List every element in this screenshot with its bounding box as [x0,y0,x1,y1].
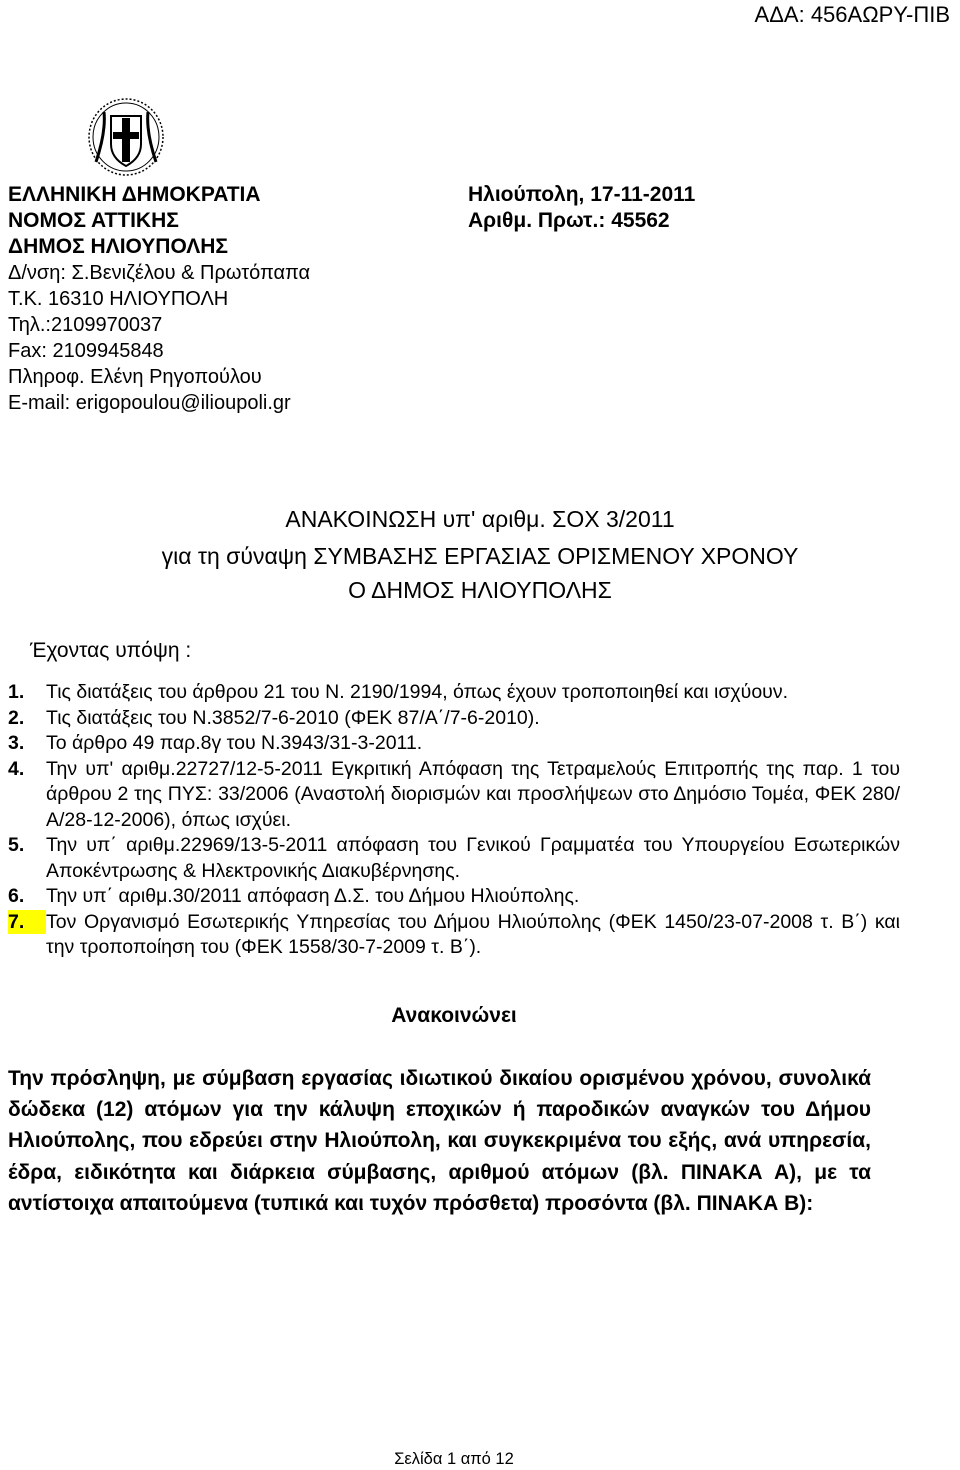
item-number-highlighted: 7. [8,910,46,934]
header-info: Πληροφ. Ελένη Ρηγοπούλου [8,366,262,388]
header-fax: Fax: 2109945848 [8,340,164,362]
place-date: Ηλιούπολη, 17-11-2011 [468,183,696,206]
item-text: Την υπ΄ αριθμ.30/2011 απόφαση Δ.Σ. του Δήμου Ηλιούπολης. [46,885,580,907]
greek-coat-of-arms-icon [86,92,166,178]
header-address: Δ/νση: Σ.Βενιζέλου & Πρωτόπαπα [8,262,311,284]
header-country: ΕΛΛΗΝΙΚΗ ΔΗΜΟΚΡΑΤΙΑ [8,183,261,206]
item-number: 4. [8,757,25,780]
page-footer: Σελίδα 1 από 12 [394,1450,514,1468]
item-number: 2. [8,706,25,729]
item-text: Την υπ΄ αριθμ.22969/13-5-2011 απόφαση του Γενικού Γραμματέα του Υπουργείου Εσωτερικών Αποκέντρωσης & Ηλεκτρονικής Διακυβέρνησης. [46,834,900,882]
title-line-3: Ο ΔΗΜΟΣ ΗΛΙΟΥΠΟΛΗΣ [348,577,612,603]
header-phone: Τηλ.:2109970037 [8,314,163,336]
ada-code: ΑΔΑ: 456ΑΩΡΥ-ΠΙΒ [754,2,950,27]
header-postal: Τ.Κ. 16310 ΗΛΙΟΥΠΟΛΗ [8,288,229,310]
item-number: 1. [8,681,25,703]
list-item [8,757,900,834]
considering-label: Έχοντας υπόψη : [30,639,192,662]
considering-list [8,680,900,961]
item-text: Τις διατάξεις του άρθρου 21 του Ν. 2190/1994, όπως έχουν τροποποιηθεί και ισχύουν. [46,681,788,703]
item-text: Την υπ' αριθμ.22727/12-5-2011 Εγκριτική Απόφαση της Τετραμελούς Επιτροπής της παρ. 1 του άρθρου 2 της ΠΥΣ: 33/2006 (Αναστολή διορισμών και προσλήψεων στο Δημόσιο Τομέα, ΦΕΚ 280/Α/28-12-2006), όπως ισχύει. [46,757,900,831]
item-text: Τις διατάξεις του Ν.3852/7-6-2010 (ΦΕΚ 87/Α΄/7-6-2010). [46,706,540,729]
item-text: Τον Οργανισμό Εσωτερικής Υπηρεσίας του Δήμου Ηλιούπολης (ΦΕΚ 1450/23-07-2008 τ. Β΄) και την τροποποίηση του (ΦΕΚ 1558/30-7-2009 τ. Β΄). [46,910,900,958]
list-item [8,731,900,757]
body-paragraph: Την πρόσληψη, με σύμβαση εργασίας ιδιωτικού δικαίου ορισμένου χρόνου, συνολικά δώδεκα (12) ατόμων για την κάλυψη εποχικών ή παροδικών αναγκών του Δήμου Ηλιούπολης, που εδρεύει στην Ηλιούπολη, και συγκεκριμένα του εξής, ανά υπηρεσία, έδρα, ειδικότητα και διάρκεια σύμβασης, αριθμού ατόμων (βλ. ΠΙΝΑΚΑ Α), με τα αντίστοιχα απαιτούμενα (τυπικά και τυχόν πρόσθετα) προσόντα (βλ. ΠΙΝΑΚΑ Β): [8,1067,871,1215]
item-text: Το άρθρο 49 παρ.8γ του Ν.3943/31-3-2011. [46,732,423,754]
list-item [8,680,900,706]
list-item [8,833,900,884]
announces-heading: Ανακοινώνει [391,1004,517,1027]
header-municipality: ΔΗΜΟΣ ΗΛΙΟΥΠΟΛΗΣ [8,235,228,258]
header-email[interactable]: E-mail: erigopoulou@ilioupoli.gr [8,392,291,414]
list-item [8,884,900,910]
title-line-1: ΑΝΑΚΟΙΝΩΣΗ υπ' αριθμ. ΣΟΧ 3/2011 [285,506,675,532]
header-prefecture: ΝΟΜΟΣ ΑΤΤΙΚΗΣ [8,209,179,232]
list-item [8,706,900,732]
list-item [8,910,900,961]
protocol-number: Αριθμ. Πρωτ.: 45562 [468,209,670,232]
item-number: 3. [8,732,25,754]
item-number: 5. [8,834,25,856]
item-number: 6. [8,885,25,907]
title-line-2: για τη σύναψη ΣΥΜΒΑΣΗΣ ΕΡΓΑΣΙΑΣ ΟΡΙΣΜΕΝΟΥ ΧΡΟΝΟΥ [161,543,799,569]
